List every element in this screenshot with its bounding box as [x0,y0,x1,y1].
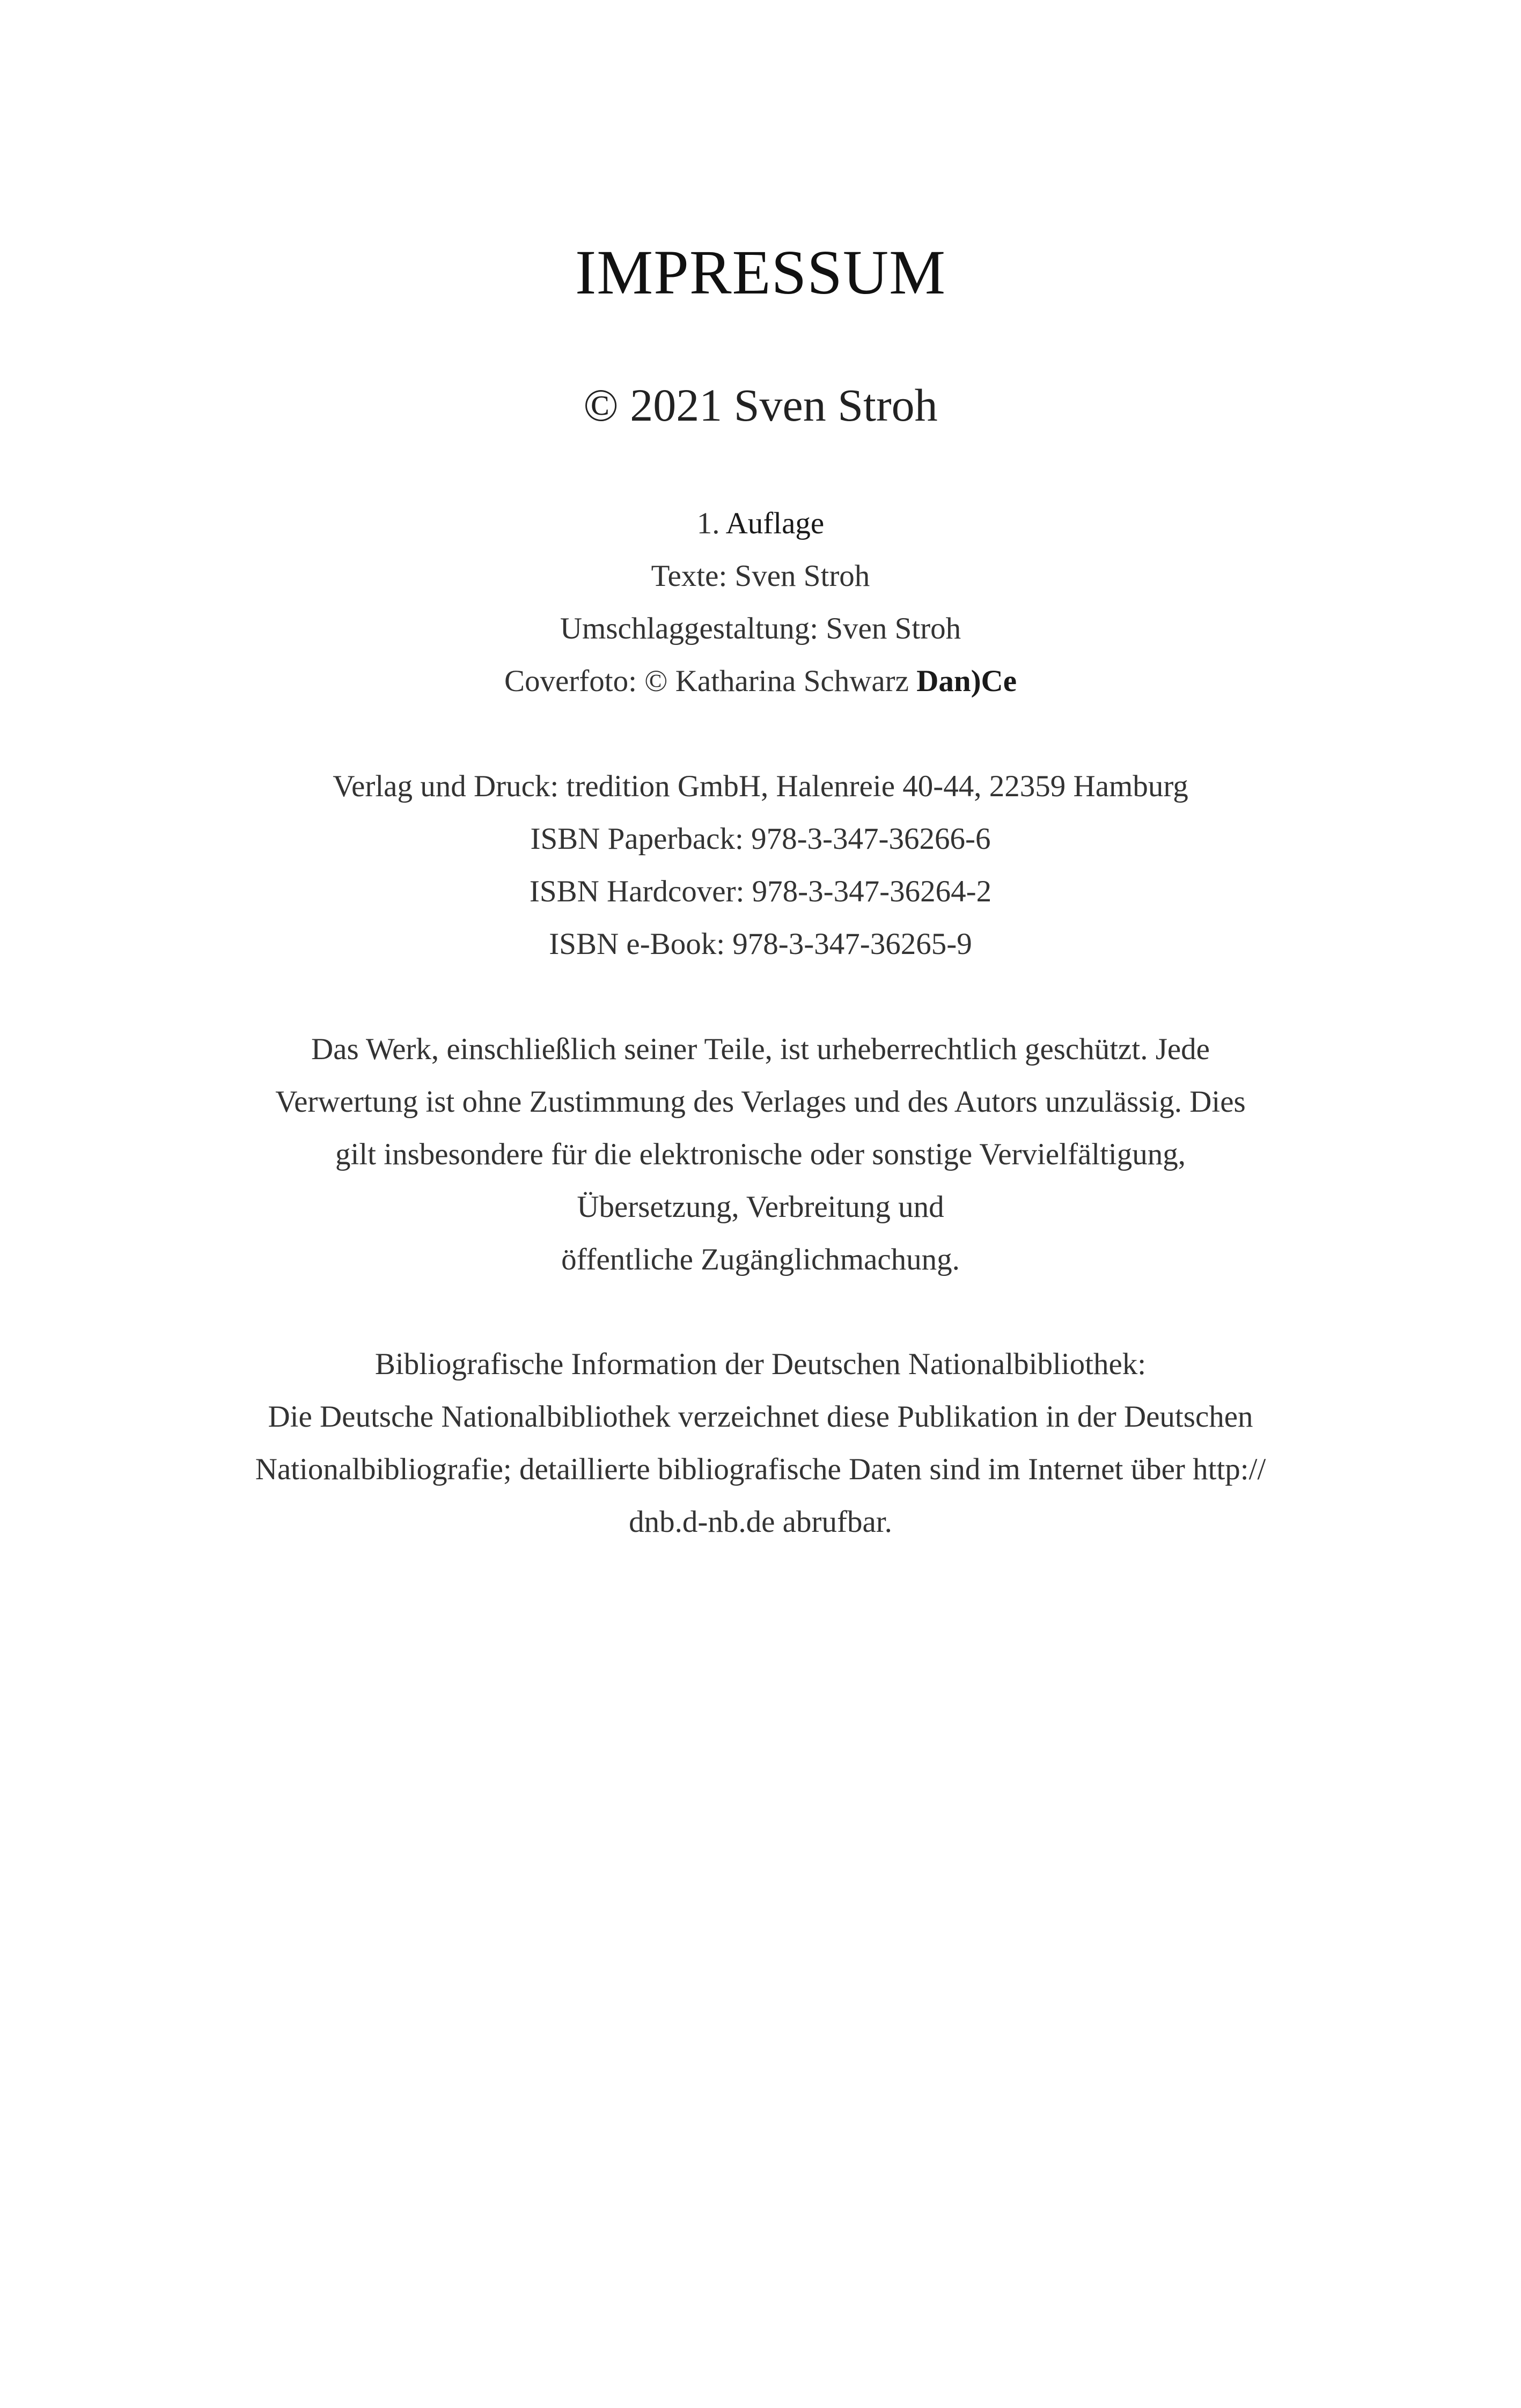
isbn-ebook: ISBN e-Book: 978-3-347-36265-9 [549,927,972,961]
bibliographic-block [0,1338,1521,1548]
cover-design-credit: Umschlaggestaltung: Sven Stroh [560,612,961,645]
cover-photo-credit [0,655,1521,708]
texte-credit: Texte: Sven Stroh [651,559,870,593]
copyright-line: © 2021 Sven Stroh [583,379,938,431]
edition-line [0,497,1521,550]
page-title: IMPRESSUM [575,237,946,307]
bibliographic-line: Bibliografische Information der Deutschen Nationalbibliothek: [374,1347,1147,1381]
cover-photo-credit-text: Coverfoto: © Katharina Schwarz [504,664,909,698]
bibliographic-line: dnb.d-nb.de abrufbar. [629,1505,892,1539]
isbn-hardcover: ISBN Hardcover: 978-3-347-36264-2 [529,875,992,908]
publisher-block [0,760,1521,971]
edition-label: Auflage [725,506,825,540]
copyright-notice-line: Das Werk, einschließlich seiner Teile, ist urheberrechtlich geschützt. Jede [311,1032,1210,1066]
credits-block [0,497,1521,708]
copyright-notice-line: gilt insbesondere für die elektronische oder sonstige Vervielfältigung, [335,1137,1186,1171]
isbn-paperback: ISBN Paperback: 978-3-347-36266-6 [530,822,991,856]
copyright-notice-line: Verwertung ist ohne Zustimmung des Verlages und des Autors unzulässig. Dies [275,1085,1246,1119]
cover-photo-brand: Dan)Ce [916,664,1017,698]
copyright-notice-block [0,1023,1521,1286]
copyright-notice-line: Übersetzung, Verbreitung und [577,1190,944,1224]
bibliographic-line: Die Deutsche Nationalbibliothek verzeichnet diese Publikation in der Deutschen [268,1400,1253,1434]
publisher-line: Verlag und Druck: tredition GmbH, Halenreie 40-44, 22359 Hamburg [333,769,1188,803]
bibliographic-line: Nationalbibliografie; detaillierte bibliografische Daten sind im Internet über http:// [255,1452,1266,1486]
copyright-notice-line: öffentliche Zugänglichmachung. [561,1243,960,1276]
edition-number: 1. [696,506,720,540]
